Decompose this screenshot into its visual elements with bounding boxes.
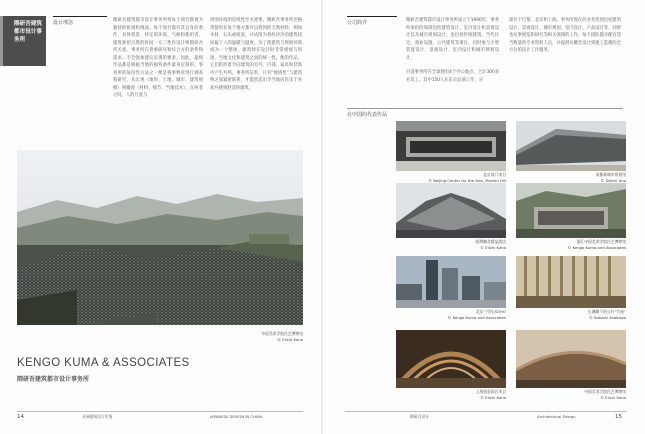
work-name-8: 中国美术学院民艺博物馆 (584, 389, 626, 394)
footer-left-publication: 亚洲建筑设计年鉴 (82, 414, 113, 419)
profile-text-col1: 隈研吾建筑都市设计事务所成立于1990年，事务所承担的领域包括建筑设计、室内设计和景观设计以及城市规划设计，也包括传统建筑、当代住宅、商业设施、公共建筑等项目，同时参与小型装置设计、景观设计、室内设计和城市规划设计。 (406, 18, 499, 61)
work-credit-7: © Eiichi Kano (480, 394, 506, 400)
work-photo-7 (396, 330, 506, 388)
section-tab-accent (0, 16, 3, 66)
right-page (323, 0, 645, 434)
profile-text-col2: 部位于巴黎、北京和上海。事务所现在的业务范围包括建筑设计、景观设计、城市规划、室内设计、产品设计等，同时也从事展览和研究等相关领域的工作，每个团队都分配有适当数量的专业资料人员，并提供从概念设计到施工监理的全方位的设计工作服务。 (509, 18, 621, 53)
work-name-1: 北京前门项目 (483, 172, 506, 177)
work-name-6: 长城脚下的公社“竹屋” (587, 309, 626, 314)
work-photo-4 (516, 183, 626, 238)
work-name-4: 浙江中国美术学院民艺博物馆 (576, 239, 626, 244)
work-photo-6 (516, 256, 626, 308)
work-caption-5 (396, 309, 506, 320)
work-caption-2 (516, 172, 626, 183)
work-credit-2: © Daichi Ano (600, 177, 626, 183)
main-photo-caption (195, 331, 303, 342)
museum-photo-illustration (17, 150, 303, 325)
philosophy-text-col2: 周围环境的连续性至关重要。隈研吾事务所还格常使用在每个地方都可以找到的天然材料，例如木材、石头或纸张，并试图为普经冷冷的建筑找回属于人的温暖与温度。为了使建筑与周围环境成为一个整体，建筑师在设计时非常重视与周围、当地文化和建筑之间的统一性。他的作品，它们的形着令向建筑的室外、内部、家具和装饰中产生共鸣。事务所信奉，只有“地域性”与建筑物之间紧密联系，才能创造出令当地居民乐于喜欢并感到舒适的建筑。 (210, 18, 302, 91)
work-credit-8: © Eiichi Kano (600, 394, 626, 400)
work-photo-8 (516, 330, 626, 388)
work-thumb-1 (396, 121, 506, 171)
work-credit-1: © Beijing Center for the Arts, Moxien Hill (428, 177, 506, 183)
work-name-7: 上海创意园区项目 (475, 389, 506, 394)
work-thumb-3 (396, 183, 506, 238)
works-rule (347, 108, 623, 109)
works-label: 在中国的代表作品 (347, 112, 388, 118)
footer-right-section: 隈研吾设计 (410, 414, 429, 419)
work-caption-8 (516, 389, 626, 400)
footer-left-section: JAPANESE DESIGN IN CHINA (210, 414, 263, 419)
work-credit-4: © Kengo Kuma and Associates (567, 244, 626, 250)
main-photo-caption-credit: © Eiichi Kano (277, 336, 303, 342)
main-photo-museum (17, 150, 303, 325)
work-caption-1 (396, 172, 506, 183)
left-page (0, 0, 322, 434)
page-number-right: 15 (615, 414, 622, 420)
work-thumb-4 (516, 183, 626, 238)
work-caption-4 (516, 239, 626, 250)
work-photo-5 (396, 256, 506, 308)
page-number-left: 14 (17, 414, 24, 420)
footer-right-publication: Architectural Design (537, 414, 576, 419)
work-caption-3 (396, 239, 506, 250)
philosophy-text-col1: 隈研吾建筑都市设计事务所将每个项目都视为独特的机遇和挑战。每个项目都有其自身的条件、具体背景、特定的环境、气候和使用者。建筑师把自然的时间一元二性作设计师隈研吾所关爱。事务所在着重研究和综合方的条件和需求。不会强加建议实现的要求。因此，最终作品都是根据当地的独特条件量身定制的。事务所的每份性方法之一便是将事物对进行调查和研究，从宏观（地形、土地、城市、建筑规模）到微观（材料、细节、当地技术），在两者之间，人的尺度与 (113, 18, 203, 98)
work-name-5: 北京三里屯SOHO (475, 309, 506, 314)
work-thumb-6 (516, 256, 626, 308)
profile-text-col1b: 目前事务所在全球拥有4个办公地点，合计300多名员工，其中150人在东京总部工作，分 (406, 70, 499, 83)
footer-rule-right (345, 411, 627, 412)
profile-rule (347, 16, 397, 17)
footer-rule-left (17, 411, 303, 412)
work-credit-5: © Kengo Kuma and Associates (447, 314, 506, 320)
work-name-2: 成都新城市规划馆 (595, 172, 626, 177)
work-thumb-5 (396, 256, 506, 308)
work-thumb-7 (396, 330, 506, 388)
section-rule (53, 16, 107, 17)
work-thumb-8 (516, 330, 626, 388)
section-tab-label: 隈研吾建筑都市设计事务所 (14, 21, 42, 43)
work-caption-7 (396, 389, 506, 400)
work-credit-6: © Satoshi Asakawa (589, 314, 626, 320)
philosophy-label: 设计理念 (53, 20, 74, 26)
firm-title-en: KENGO KUMA & ASSOCIATES (17, 357, 190, 369)
work-credit-3: © Eiichi Kano (480, 244, 506, 250)
work-photo-1 (396, 121, 506, 171)
work-name-3: 阳朔糖舍精品酒店 (475, 239, 506, 244)
work-thumb-2 (516, 121, 626, 171)
work-photo-2 (516, 121, 626, 171)
work-photo-3 (396, 183, 506, 238)
main-photo-caption-title: 中国美术学院民艺博物馆 (261, 331, 303, 336)
profile-label: 公司简介 (347, 20, 368, 26)
work-caption-6 (516, 309, 626, 320)
firm-title-cn: 隈研吾建筑都市设计事务所 (17, 376, 90, 383)
